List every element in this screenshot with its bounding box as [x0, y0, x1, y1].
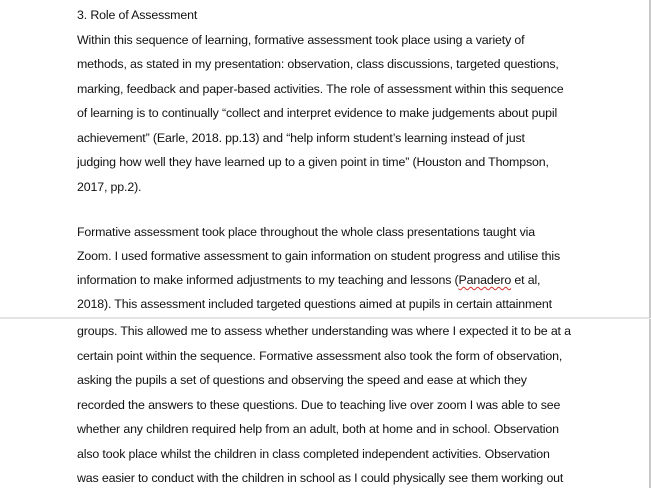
paragraph-line: groups. This allowed me to assess whether understanding was where I expected it to be at a — [77, 324, 571, 338]
paragraph-line: asking the pupils a set of questions and observing the speed and ease at which they — [77, 373, 527, 387]
paragraph-line: Formative assessment took place throughout the whole class presentations taught via — [77, 225, 535, 239]
paragraph-line: whether any children required help from an adult, both at home and in school. Observation — [77, 422, 559, 436]
paragraph-line: Zoom. I used formative assessment to gain information on student progress and utilise this — [77, 249, 561, 263]
document-page-2[interactable] — [0, 319, 651, 488]
paragraph-line: recorded the answers to these questions. Due to teaching live over zoom I was able to see — [77, 398, 561, 412]
text-run: et al, — [511, 273, 541, 287]
text-run: information to make informed adjustments to my teaching and lessons ( — [77, 273, 459, 287]
paragraph-line: was easier to conduct with the children in school as I could physically see them working out — [77, 471, 564, 485]
paragraph-line: achievement” (Earle, 2018. pp.13) and “help inform student’s learning instead of just — [77, 131, 525, 145]
paragraph-line: 2018). This assessment included targeted questions aimed at pupils in certain attainment — [77, 297, 552, 311]
paragraph-line: also took place whilst the children in class completed independent activities. Observation — [77, 447, 550, 461]
paragraph-line: judging how well they have learned up to a given point in time” (Houston and Thompson, — [77, 155, 549, 169]
paragraph-line: 2017, pp.2). — [77, 180, 142, 194]
spellcheck-flagged-word[interactable]: Panadero — [458, 273, 512, 287]
paragraph-line: of learning is to continually “collect and interpret evidence to make judgements about pupil — [77, 106, 558, 120]
paragraph-line: methods, as stated in my presentation: observation, class discussions, targeted questions, — [77, 57, 559, 71]
paragraph-line — [77, 272, 540, 288]
section-heading: 3. Role of Assessment — [77, 8, 198, 22]
paragraph-line: Within this sequence of learning, formative assessment took place using a variety of — [77, 33, 525, 47]
paragraph-line: marking, feedback and paper-based activities. The role of assessment within this sequence — [77, 82, 564, 96]
paragraph-line: certain point within the sequence. Formative assessment also took the form of observation, — [77, 349, 563, 363]
